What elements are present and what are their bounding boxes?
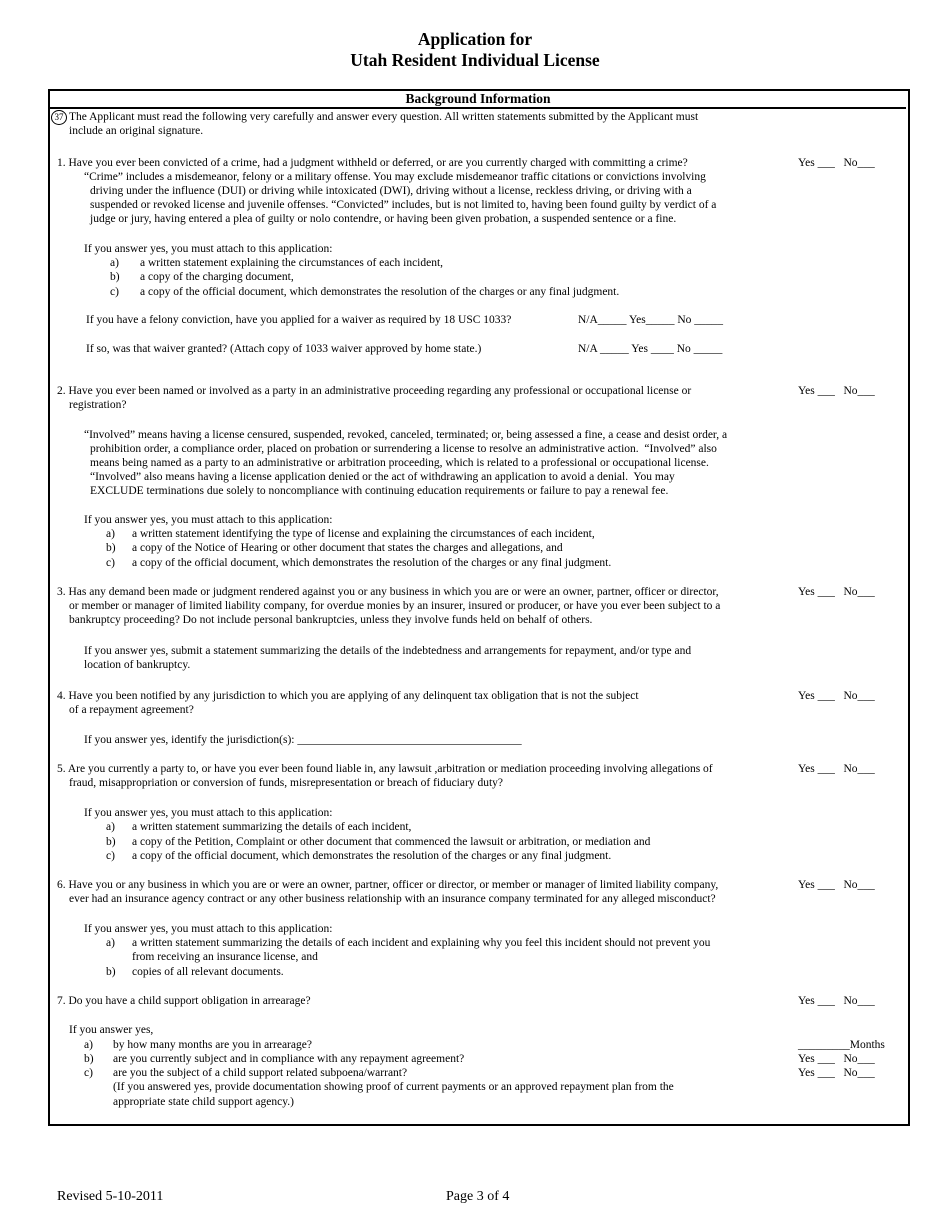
q2-attach-label: c) [106, 557, 115, 569]
q2-line: 2. Have you ever been named or involved as a party in an administrative proceeding regarding any professional or occupational license or [57, 385, 692, 397]
q7-line: 7. Do you have a child support obligation in arrearage? [57, 995, 311, 1007]
q2-attach-intro: If you answer yes, you must attach to this application: [84, 514, 333, 526]
q2-attach-label: a) [106, 528, 115, 540]
q2-attach-text: a copy of the Notice of Hearing or other document that states the charges and allegations, and [132, 542, 563, 554]
q6-attach-text: a written statement summarizing the details of each incident and explaining why you feel this incident should not prevent you [132, 937, 711, 949]
q7-note: appropriate state child support agency.) [113, 1096, 294, 1108]
q5-attach-label: c) [106, 850, 115, 862]
section-header: Background Information [405, 91, 551, 106]
q5-attach-intro: If you answer yes, you must attach to this application: [84, 807, 333, 819]
q2-definition: means being named as a party to an administrative or arbitration proceeding, which is related to a professional or occupational license. [90, 457, 709, 469]
q2-line: registration? [69, 399, 127, 411]
q6-attach-text: from receiving an insurance license, and [132, 951, 318, 963]
q7-sub-label: c) [84, 1067, 93, 1079]
q7-sub-label: b) [84, 1053, 94, 1065]
revision-date: Revised 5-10-2011 [57, 1189, 164, 1204]
q6-line: 6. Have you or any business in which you are or were an owner, partner, officer or director, or member or manager of limited liability company, [57, 879, 719, 891]
q5-yes-no[interactable]: Yes ___ No___ [798, 763, 875, 775]
q7b-yes-no[interactable]: Yes ___ No___ [798, 1053, 875, 1065]
q7-sub-text: are you currently subject and in compliance with any repayment agreement? [113, 1053, 465, 1065]
q1-attach-text: a copy of the official document, which demonstrates the resolution of the charges or any final judgment. [140, 286, 620, 298]
q3-line: bankruptcy proceeding? Do not include personal bankruptcies, unless they involve funds held on behalf of others. [69, 614, 593, 626]
q3-line: or member or manager of limited liability company, for overdue monies by an insurer, insured or producer, or have you ever been subject to a [69, 600, 721, 612]
q3-note: If you answer yes, submit a statement summarizing the details of the indebtedness and arrangements for repayment, and/or type and [84, 645, 692, 657]
waiver-granted-options[interactable]: N/A _____ Yes ____ No _____ [578, 343, 723, 355]
q6-attach-text: copies of all relevant documents. [132, 966, 284, 978]
q1-attach-text: a written statement explaining the circumstances of each incident, [140, 257, 444, 269]
q6-yes-no[interactable]: Yes ___ No___ [798, 879, 875, 891]
q5-attach-text: a copy of the official document, which demonstrates the resolution of the charges or any final judgment. [132, 850, 612, 862]
q1-yes-no[interactable]: Yes ___ No___ [798, 157, 875, 169]
q7-yes-no[interactable]: Yes ___ No___ [798, 995, 875, 1007]
q1-line: “Crime” includes a misdemeanor, felony or a military offense. You may exclude misdemeanor traffic citations or convictions involving [84, 171, 706, 183]
q2-definition: EXCLUDE terminations due solely to noncompliance with continuing education requirements or failure to pay a renewal fee. [90, 485, 669, 497]
q3-line: 3. Has any demand been made or judgment rendered against you or any business in which you are or were an owner, partner, officer or director, [57, 586, 719, 598]
q2-attach-label: b) [106, 542, 116, 554]
q4-jurisdiction-field[interactable]: If you answer yes, identify the jurisdiction(s): _______________________________________ [84, 734, 522, 746]
q1-line: driving under the influence (DUI) or driving while intoxicated (DWI), driving without a license, reckless driving, or driving with a [90, 185, 692, 197]
page-title-line1: Application for [417, 29, 533, 49]
waiver-granted-question: If so, was that waiver granted? (Attach copy of 1033 waiver approved by home state.) [86, 343, 482, 355]
q7-note: (If you answered yes, provide documentation showing proof of current payments or an approved repayment plan from the [113, 1081, 674, 1093]
q5-attach-label: b) [106, 836, 116, 848]
page-title-line2: Utah Resident Individual License [350, 50, 600, 70]
q5-attach-label: a) [106, 821, 115, 833]
intro-line: include an original signature. [69, 125, 204, 137]
intro-line: The Applicant must read the following very carefully and answer every question. All written statements submitted by the Applicant must [69, 111, 699, 123]
item-number-badge: 37 [51, 110, 67, 125]
page-number: Page 3 of 4 [446, 1189, 510, 1204]
q3-note: location of bankruptcy. [84, 659, 191, 671]
q5-line: fraud, misappropriation or conversion of funds, misrepresentation or breach of fiduciary duty? [69, 777, 503, 789]
q1-attach-label: c) [110, 286, 119, 298]
q7-sub-text: by how many months are you in arrearage? [113, 1039, 312, 1051]
q3-yes-no[interactable]: Yes ___ No___ [798, 586, 875, 598]
q2-attach-text: a copy of the official document, which demonstrates the resolution of the charges or any final judgment. [132, 557, 612, 569]
q2-attach-text: a written statement identifying the type of license and explaining the circumstances of each incident, [132, 528, 595, 540]
felony-waiver-question: If you have a felony conviction, have you applied for a waiver as required by 18 USC 1033? [86, 314, 512, 326]
q1-attach-label: a) [110, 257, 119, 269]
q1-line: 1. Have you ever been convicted of a crime, had a judgment withheld or deferred, or are you currently charged with committing a crime? [57, 157, 688, 169]
q1-line: judge or jury, having entered a plea of guilty or nolo contendre, or having been given probation, a suspended sentence or a fine. [90, 213, 677, 225]
q5-line: 5. Are you currently a party to, or have you ever been found liable in, any lawsuit ,arbitration or mediation proceeding involving allegations of [57, 763, 713, 775]
q1-attach-intro: If you answer yes, you must attach to this application: [84, 243, 333, 255]
q6-attach-label: a) [106, 937, 115, 949]
q5-attach-text: a written statement summarizing the details of each incident, [132, 821, 412, 833]
q1-line: suspended or revoked license and juvenile offenses. “Convicted” includes, but is not limited to, having been found guilty by verdict of a [90, 199, 717, 211]
q7-sub-label: a) [84, 1039, 93, 1051]
q2-yes-no[interactable]: Yes ___ No___ [798, 385, 875, 397]
q6-line: ever had an insurance agency contract or any other business relationship with an insurance company terminated for any alleged misconduct? [69, 893, 716, 905]
q2-definition: prohibition order, a compliance order, placed on probation or surrendering a license to resolve an administrative action. “Involved” also [90, 443, 717, 455]
q1-attach-text: a copy of the charging document, [140, 271, 294, 283]
q4-line: of a repayment agreement? [69, 704, 194, 716]
q7c-yes-no[interactable]: Yes ___ No___ [798, 1067, 875, 1079]
q7-months-field[interactable]: _________Months [798, 1039, 885, 1051]
q2-definition: “Involved” means having a license censured, suspended, revoked, canceled, terminated; or, being assessed a fine, a cease and desist order, a [84, 429, 728, 441]
q4-line: 4. Have you been notified by any jurisdiction to which you are applying of any delinquent tax obligation that is not the subject [57, 690, 639, 702]
header-divider [50, 107, 906, 109]
q5-attach-text: a copy of the Petition, Complaint or other document that commenced the lawsuit or arbitration, or mediation and [132, 836, 651, 848]
q4-yes-no[interactable]: Yes ___ No___ [798, 690, 875, 702]
q6-attach-intro: If you answer yes, you must attach to this application: [84, 923, 333, 935]
q7-if-yes: If you answer yes, [69, 1024, 154, 1036]
felony-waiver-options[interactable]: N/A_____ Yes_____ No _____ [578, 314, 724, 326]
q7-sub-text: are you the subject of a child support related subpoena/warrant? [113, 1067, 408, 1079]
q6-attach-label: b) [106, 966, 116, 978]
q1-attach-label: b) [110, 271, 120, 283]
q2-definition: “Involved” also means having a license application denied or the act of withdrawing an application to avoid a denial. You may [90, 471, 675, 483]
